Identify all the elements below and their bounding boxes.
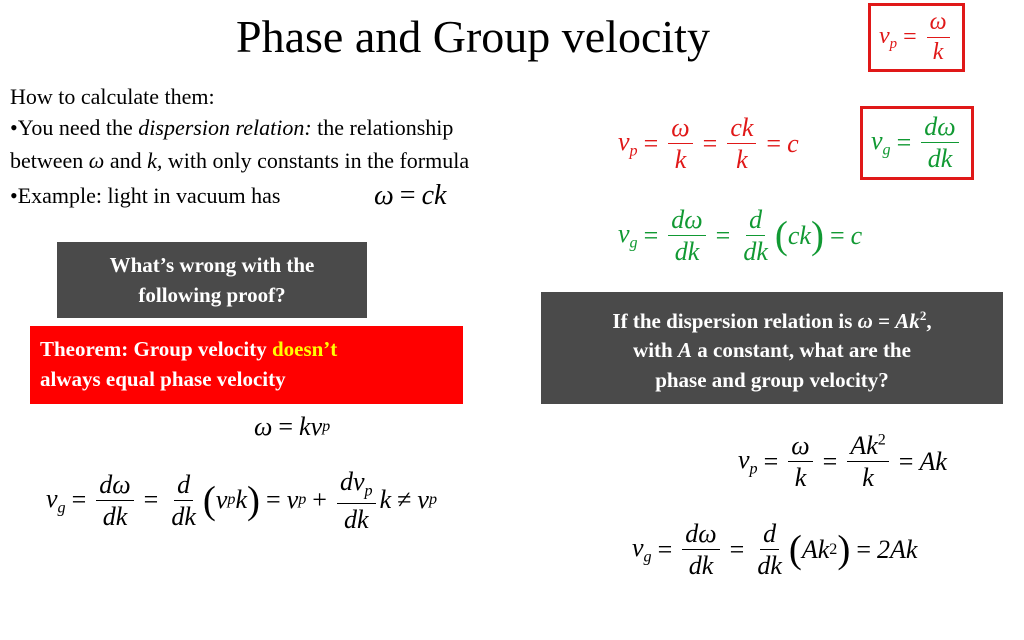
denominator: k <box>794 463 807 493</box>
proof-omega-equation <box>254 412 330 442</box>
numerator: dω <box>682 520 719 550</box>
equals-sign: = <box>856 534 872 564</box>
denominator: dk <box>757 551 782 581</box>
proof-group-velocity-equation <box>46 468 437 533</box>
equals-sign: = <box>266 485 281 515</box>
numerator: ω <box>788 432 812 462</box>
numerator-subscript-p: p <box>364 482 373 500</box>
symbol-vg <box>46 484 66 518</box>
line-2-a: with <box>633 338 678 363</box>
example-dispersion-relation <box>374 180 446 212</box>
var-k: k <box>299 412 311 441</box>
equals-sign: = <box>643 220 659 250</box>
fraction-domega-over-dk <box>921 113 958 173</box>
inner-k: k <box>235 485 248 515</box>
subscript-g: g <box>643 548 652 566</box>
fraction-dvp-over-dk <box>337 468 376 533</box>
numerator: d <box>760 520 779 550</box>
boxed-phase-velocity-formula <box>868 3 965 72</box>
denominator: dk <box>171 501 196 531</box>
subscript-p: p <box>749 460 758 478</box>
numerator: dω <box>668 206 705 236</box>
subscript-g: g <box>629 234 638 252</box>
paren-close: ) <box>247 478 261 522</box>
symbol-vg <box>871 126 891 160</box>
numerator: ck <box>727 114 756 144</box>
line-3-omega: ω <box>88 148 105 173</box>
fraction-ak2-over-k <box>847 432 888 492</box>
inner-v: v <box>215 485 228 515</box>
equals-sign: = <box>278 412 294 441</box>
subscript-p: p <box>629 142 638 160</box>
inner-ck: ck <box>787 220 811 250</box>
dv: dv <box>339 467 365 496</box>
line-3-b: and <box>104 148 148 173</box>
fraction-omega-over-k <box>788 432 812 492</box>
term-v: v <box>286 485 299 515</box>
numerator <box>337 468 376 504</box>
ak-group-velocity-equation <box>632 520 917 580</box>
bullet-1-prefix: •You need the <box>10 115 139 140</box>
ak: Ak <box>850 431 878 460</box>
line-2-b: a constant, what are the <box>692 338 911 363</box>
numerator: d <box>174 471 193 501</box>
numerator: d <box>746 206 765 236</box>
plus-sign: + <box>312 485 327 515</box>
equals-sign: = <box>71 485 87 515</box>
denominator: dk <box>927 144 953 174</box>
end-v: v <box>417 485 429 515</box>
denominator: dk <box>688 551 714 581</box>
denominator: dk <box>102 501 128 531</box>
bullet-1-rest: the relationship <box>311 115 454 140</box>
equals-sign: = <box>903 24 917 51</box>
light-group-velocity-equation <box>618 206 862 266</box>
paren-open: ( <box>774 214 788 258</box>
bullet-1-term: dispersion relation: <box>138 115 312 140</box>
fraction-d-over-dk <box>168 471 199 531</box>
fraction-omega-over-k <box>668 114 692 174</box>
line-1-ak: Ak <box>895 308 920 333</box>
denominator: dk <box>743 237 768 267</box>
paren-open: ( <box>788 528 802 572</box>
line-1-a: If the dispersion relation is <box>612 308 858 333</box>
equals-sign: = <box>766 128 782 158</box>
var-v: v <box>618 218 630 248</box>
dispersion-line-3: phase and group velocity? <box>655 368 889 393</box>
numerator: ω <box>927 10 950 38</box>
line-3-k: k, <box>147 148 163 173</box>
equals-sign: = <box>763 446 779 476</box>
question-line-2: following proof? <box>138 283 286 307</box>
equals-sign: = <box>702 128 718 158</box>
fraction-omega-over-k <box>927 10 950 65</box>
equals-sign: = <box>729 534 745 564</box>
line-3-c: with only constants in the formula <box>162 148 470 173</box>
inner-superscript-2: 2 <box>829 540 838 558</box>
subscript-g: g <box>882 141 891 159</box>
slide-title: Phase and Group velocity <box>236 11 710 62</box>
fraction-domega-over-dk <box>668 206 705 266</box>
ck: ck <box>421 180 447 211</box>
symbol-vp <box>738 445 758 479</box>
symbol-vg <box>618 219 638 253</box>
numerator <box>847 432 888 462</box>
line-1-omega: ω <box>857 308 873 333</box>
symbol-vp <box>618 127 638 161</box>
question-line-1: What’s wrong with the <box>109 253 315 277</box>
theorem-box <box>30 326 463 404</box>
var-v: v <box>879 22 890 49</box>
var-v: v <box>310 412 323 441</box>
theorem-line-1 <box>40 334 453 364</box>
symbol-vg <box>632 533 652 567</box>
intro-line-3 <box>10 146 469 176</box>
inner-subscript-p: p <box>227 491 236 509</box>
omega: ω <box>254 412 273 441</box>
equals-sign: = <box>896 127 912 157</box>
equals-sign: = <box>643 128 659 158</box>
intro-bullet-2: •Example: light in vacuum has <box>10 183 281 208</box>
equals-sign: = <box>657 534 673 564</box>
result-c: c <box>850 220 863 250</box>
equals-sign: = <box>822 446 838 476</box>
superscript-2: 2 <box>877 431 886 449</box>
denominator: k <box>932 39 944 66</box>
fraction-ck-over-k <box>727 114 756 174</box>
denominator: k <box>674 145 687 175</box>
equals-sign: = <box>399 180 416 211</box>
question-box <box>57 242 367 318</box>
numerator: dω <box>921 113 958 143</box>
result-c: c <box>787 128 799 158</box>
result-ak: Ak <box>919 446 947 476</box>
line-1-sup: 2 <box>919 307 927 323</box>
symbol-v <box>879 23 897 53</box>
theorem-line-2: always equal phase velocity <box>40 367 286 391</box>
term-k: k <box>379 485 392 515</box>
equals-sign: = <box>829 220 845 250</box>
fraction-domega-over-dk <box>682 520 719 580</box>
var-v: v <box>618 126 630 156</box>
denominator: dk <box>674 237 700 267</box>
dispersion-line-1 <box>612 301 931 336</box>
denominator: dk <box>344 504 369 534</box>
paren-open: ( <box>202 478 216 522</box>
fraction-d-over-dk <box>740 206 771 266</box>
equals-sign: = <box>715 220 731 250</box>
intro-line-1: How to calculate them: <box>10 84 215 109</box>
ak-phase-velocity-equation <box>738 432 947 492</box>
equals-sign: = <box>143 485 159 515</box>
var-v: v <box>632 532 644 562</box>
term-subscript-p: p <box>298 491 307 509</box>
numerator: ω <box>668 114 692 144</box>
subscript-g: g <box>57 499 66 517</box>
omega: ω <box>374 180 394 211</box>
theorem-highlight: doesn’t <box>271 337 338 361</box>
fraction-d-over-dk <box>754 520 785 580</box>
numerator: dω <box>96 471 133 501</box>
var-v: v <box>46 483 58 513</box>
var-v: v <box>738 444 750 474</box>
equals-sign: = <box>898 446 914 476</box>
fraction-domega-over-dk <box>96 471 133 531</box>
theorem-part-1: Theorem: Group velocity <box>40 337 272 361</box>
dispersion-line-2 <box>633 335 911 365</box>
line-3-a: between <box>10 148 89 173</box>
inner-ak: Ak <box>801 534 830 564</box>
denominator: k <box>862 463 874 493</box>
line-2-a-var: A <box>677 338 692 363</box>
end-subscript-p: p <box>428 491 438 509</box>
subscript-p: p <box>889 35 898 52</box>
denominator: k <box>736 145 748 175</box>
dispersion-question-box <box>541 292 1003 404</box>
paren-close: ) <box>810 214 824 258</box>
var-v: v <box>871 125 883 155</box>
line-1-c: , <box>926 308 932 333</box>
subscript-p: p <box>322 418 331 435</box>
paren-close: ) <box>837 528 851 572</box>
result-2ak: 2Ak <box>877 534 918 564</box>
boxed-group-velocity-formula <box>860 106 974 180</box>
not-equal-sign: ≠ <box>397 485 412 515</box>
intro-bullet-1 <box>10 113 453 143</box>
line-1-b: = <box>872 308 896 333</box>
light-phase-velocity-equation <box>618 114 799 174</box>
